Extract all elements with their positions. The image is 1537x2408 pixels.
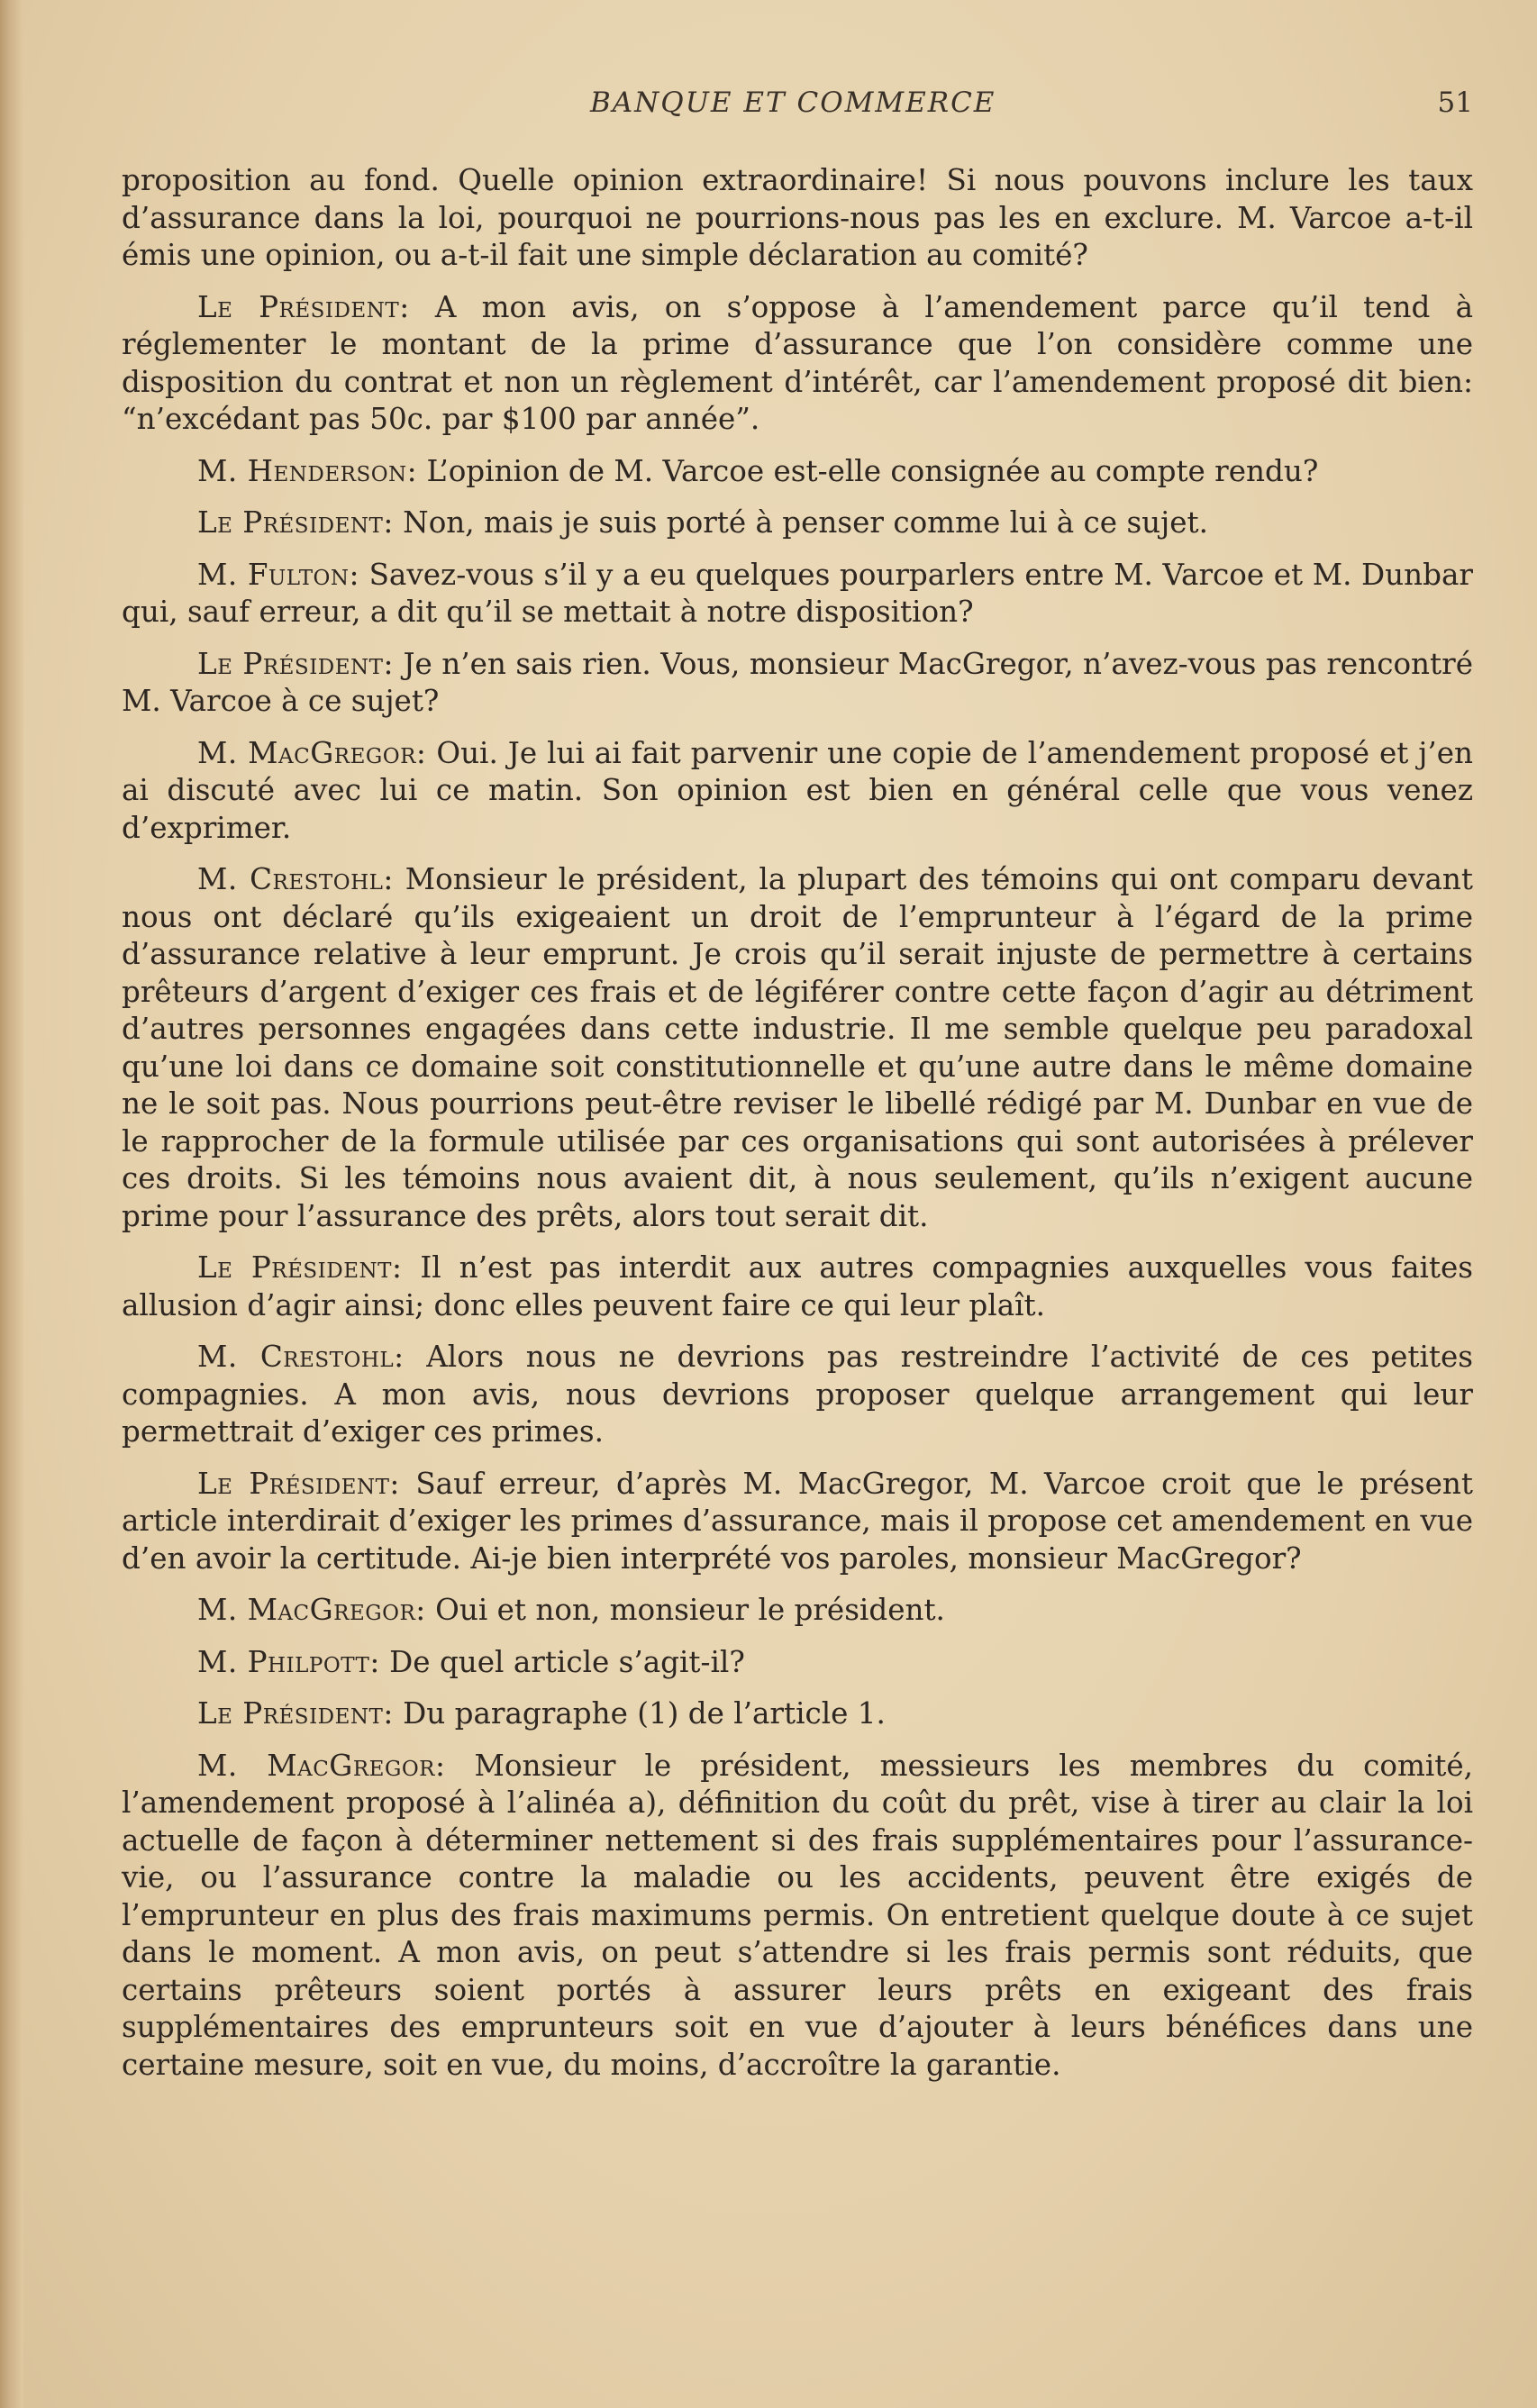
paragraph (122, 735, 1473, 848)
paragraph (122, 1644, 1473, 1682)
paragraph (122, 453, 1473, 491)
paragraph-text: Sauf erreur, d’après M. MacGregor, M. Varcoe croit que le présent article interdirait d’exiger les primes d’assurance, mais il propose cet amendement en vue d’en avoir la certitude. Ai-je bien interprété vos paroles, monsieur MacGregor? (122, 1466, 1473, 1576)
paragraph-text: Je n’en sais rien. Vous, monsieur MacGregor, n’avez-vous pas rencontré M. Varcoe à ce sujet? (122, 646, 1473, 718)
paragraph-text: proposition au fond. Quelle opinion extraordinaire! Si nous pouvons inclure les taux d’assurance dans la loi, pourquoi ne pourrions-nous pas les en exclure. M. Varcoe a-t-il émis une opinion, ou a-t-il fait une simple déclaration au comité? (122, 163, 1473, 272)
speaker-name: Le Président: (197, 289, 410, 324)
paragraph-text: Oui et non, monsieur le président. (425, 1593, 945, 1627)
speaker-name: M. MacGregor: (197, 1593, 426, 1627)
page-number: 51 (1437, 86, 1473, 119)
paragraph (122, 646, 1473, 721)
paragraph-text: Oui. Je lui ai fait parvenir une copie de l’amendement proposé et j’en ai discuté avec lui ce matin. Son opinion est bien en général celle que vous venez d’exprimer. (122, 735, 1473, 845)
speaker-name: M. Crestohl: (197, 1340, 405, 1374)
speaker-name: Le Président: (197, 1696, 394, 1731)
paragraph (122, 861, 1473, 1235)
speaker-name: M. MacGregor: (197, 735, 427, 770)
paragraph (122, 1466, 1473, 1578)
body-text (122, 162, 1473, 2098)
paragraph-text: Savez-vous s’il y a eu quelques pourparlers entre M. Varcoe et M. Dunbar qui, sauf erreur, a dit qu’il se mettait à notre disposition? (122, 557, 1473, 629)
paragraph (122, 1695, 1473, 1733)
page-header (122, 86, 1473, 132)
paragraph (122, 557, 1473, 632)
paragraph-text: Du paragraphe (1) de l’article 1. (393, 1696, 886, 1731)
paragraph (122, 162, 1473, 275)
paragraph-text: Monsieur le président, la plupart des témoins qui ont comparu devant nous ont déclaré qu’ils exigeaient un droit de l’emprunteur à l’égard de la prime d’assurance relative à leur emprunt. Je crois qu’il serait injuste de permettre à certains prêteurs d’argent d’exiger ces frais et de légiférer contre cette façon d’agir au détriment d’autres personnes engagées dans cette industrie. Il me semble quelque peu paradoxal qu’une loi dans ce domaine soit constitutionnelle et qu’une autre dans le même domaine ne le soit pas. Nous pourrions peut-être reviser le libellé rédigé par M. Dunbar en vue de le rapprocher de la formule utilisée par ces organisations qui sont autorisées à prélever ces droits. Si les témoins nous avaient dit, à nous seulement, qu’ils n’exigent aucune prime pour l’assurance des prêts, alors tout serait dit. (122, 862, 1473, 1233)
speaker-name: M. Crestohl: (197, 862, 394, 896)
page-binding-edge (0, 0, 23, 2408)
paragraph-text: De quel article s’agit-il? (379, 1644, 745, 1679)
paragraph-text: Non, mais je suis porté à penser comme lui à ce sujet. (393, 505, 1208, 540)
paragraph-text: Monsieur le président, messieurs les membres du comité, l’amendement proposé à l’alinéa a), définition du coût du prêt, vise à tirer au clair la loi actuelle de façon à déterminer nettement si des frais supplémentaires pour l’assurance-vie, ou l’assurance contre la maladie ou les accidents, peuvent être exigés de l’emprunteur en plus des frais maximums permis. On entretient quelque doute à ce sujet dans le moment. A mon avis, on peut s’attendre si les frais permis sont réduits, que certains prêteurs soient portés à assurer leurs prêts en exigeant des frais supplémentaires des emprunteurs soit en vue d’ajouter à leurs bénéfices dans une certaine mesure, soit en vue, du moins, d’accroître la garantie. (122, 1748, 1473, 2082)
paragraph-text: A mon avis, on s’oppose à l’amendement parce qu’il tend à réglementer le montant de la prime d’assurance que l’on considère comme une disposition du contrat et non un règlement d’intérêt, car l’amendement proposé dit bien: “n’excédant pas 50c. par $100 par année”. (122, 289, 1473, 436)
speaker-name: Le Président: (197, 646, 394, 681)
speaker-name: M. Henderson: (197, 453, 418, 488)
paragraph-text: Il n’est pas interdit aux autres compagnies auxquelles vous faites allusion d’agir ainsi; donc elles peuvent faire ce qui leur plaît. (122, 1250, 1474, 1322)
speaker-name: M. Philpott: (197, 1644, 380, 1679)
speaker-name: M. MacGregor: (197, 1748, 446, 1783)
paragraph-text: Alors nous ne devrions pas restreindre l’activité de ces petites compagnies. A mon avis, nous devrions proposer quelque arrangement qui leur permettrait d’exiger ces primes. (122, 1340, 1473, 1449)
speaker-name: Le Président: (197, 1466, 400, 1501)
paragraph (122, 1339, 1473, 1451)
paragraph (122, 1592, 1473, 1630)
speaker-name: M. Fulton: (197, 557, 359, 592)
paragraph (122, 289, 1473, 439)
speaker-name: Le Président: (197, 505, 394, 540)
speaker-name: Le Président: (197, 1250, 403, 1285)
running-title: BANQUE ET COMMERCE (590, 86, 996, 119)
paragraph (122, 1249, 1473, 1324)
paragraph (122, 504, 1473, 542)
paragraph-text: L’opinion de M. Varcoe est-elle consignée au compte rendu? (417, 453, 1319, 488)
paragraph (122, 1748, 1473, 2085)
